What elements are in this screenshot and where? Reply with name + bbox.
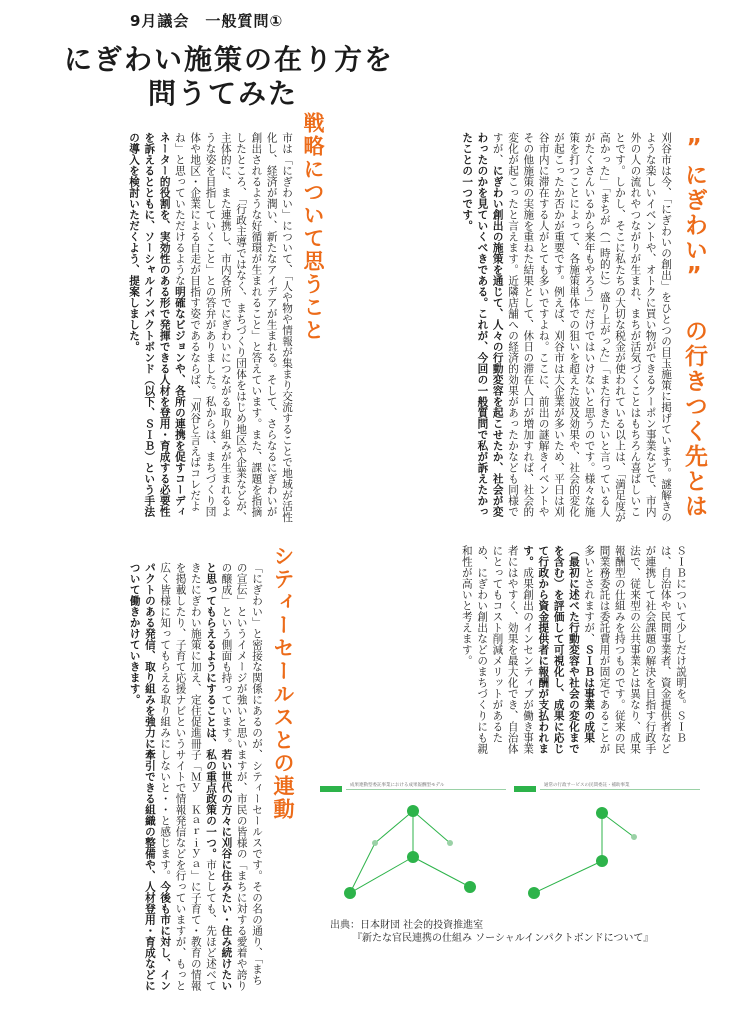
source-credit: 出典：日本財団 社会的投資推進室 [330, 920, 484, 931]
section1-emphasis: にぎわい創出の施策を通じて、人々の行動変容を起こせたか、社会が変わったのかを見ていくべきである。これが、今回の一般質問で私が訴えたかったことの一つです。 [461, 132, 504, 517]
section3-paragraph-a: ＳＩＢについて少しだけ説明を。ＳＩＢは、自治体や民間事業者、資金提供者などが連携して社会課題の解決を目指す行政手法で、従来型の公共事業とは異なり、成果報酬型の仕組みを持つものです。従来の民間業務委託は委託費用が固定であることが多いとされますが、 [583, 545, 687, 754]
section3-body [326, 545, 688, 763]
section4-paragraph1: 「にぎわい」と密接な関係にあるのが、シティーセールスです。その名の通り、「まちの宣伝」というイメージが強いと思いますが、市民の皆様の「まちに対する愛着や誇りの醸成」という側面も持っています。 [220, 562, 263, 991]
sib-diagram-header [320, 783, 506, 797]
page-title-line2: 問うてみた [148, 77, 299, 110]
conventional-diagram-header [514, 783, 700, 797]
section3-paragraph-c: 事業者にはやすく、効果を最大化でき、自治体にとってもコスト削減メリットがあるため、にぎわい創出などのまちづくりにも親和性が高いと考えます。 [460, 545, 535, 754]
sib-diagram-figure [320, 783, 506, 913]
section4-emphasis1: 若い世代の方々に刈谷に住みたい・住み続けたいと思ってもらえるようにすることは、私の重点政策の一つ。 [205, 562, 233, 991]
section-heading-strategy: 戦略について思うこと [301, 112, 325, 342]
conventional-diagram-graphic [514, 797, 700, 913]
section3-paragraph-b: 成果創出のインセンティブが働き [522, 567, 535, 732]
section1-body [461, 132, 673, 524]
section4-paragraph2: 市としても、先ほど述べてきたにぎわい施策に加え、定住促進冊子「Ｍｙ Ｋａｒｉｙａ」に子育て・教育の情報を掲載したり、子育て応援ナビというサイトで情報発信などを行っていますが、もっと広く皆様に知ってもらえる取り組みにしないと・・と感じます。 [159, 562, 218, 991]
conventional-diagram-figure [514, 783, 700, 913]
section2-paragraph: 市は「にぎわい」について、「人や物や情報が集まり交流することで地域が活性化し、経済が潤い、新たなアイデアが生まれる。そして、さらなるにぎわいが創出されるような好循環が生まれること」と答えています。また、課題を指摘したところ、「行政主導ではなく、まちづくり団体をはじめ地区や企業などが、主体的に、また連携し、市内各所でにぎわいにつながる取り組みが生まれるような姿を目指していくこと」との答弁がありました。私からは、まちづくり団体や地区・企業による自走が目指す姿であるならば、「刈谷と言えばコレだよね」と思っていただけるような [173, 132, 293, 523]
page-title-line1: にぎわい施策の在り方を [64, 43, 395, 76]
section-heading-nigiwai: ”にぎわい” の行きつく先とは [681, 135, 707, 519]
section-heading-city-sales: シティーセールスとの連動 [271, 545, 295, 821]
conventional-diagram-caption: 通常の行政サービスの民間委託・補助事業 [544, 783, 630, 788]
source-title: 『新たな官民連携の仕組み ソーシャルインパクトボンドについて』 [352, 933, 654, 944]
section3-emphasis: ＳＩＢは事業の成果（最初に述べた行動変容や社会の変化までを含む）を評価して可視化し、成果に応じて行政から資金提供者に報酬が支払われます。 [522, 545, 596, 754]
section2-body [24, 132, 294, 524]
sib-diagram-caption: 成果連動型委託事業における成果報酬型モデル [350, 783, 445, 788]
header-label: 9月議会 一般質問① [130, 12, 284, 30]
section4-emphasis2: 今後も市に対し、インパクトのある発信、取り組みを強力に牽引できる組織の整備や、人材登用・育成などについて働きかけていきます。 [128, 562, 172, 991]
section2-emphasis: 明確なビジョンや、各所の連携を促すコーディネーター的役割を、実効性のある形で発揮できる人材を登用・育成する必要性を訴えるとともに、ソーシャルインパクトボンド（以下、ＳＩＢ）という手法の導入を検討いただくよう、提案しました。 [128, 132, 186, 517]
sib-diagram-graphic [320, 797, 506, 913]
section1-paragraph: 刈谷市は今、「にぎわいの創出」をひとつの目玉施策に掲げています。謎解きのような楽しいイベントや、オトクに買い物ができるクーポン事業などで、市内外の人の流れやつながりが生まれ、まちが活気づくことはもちろん喜ばしいことです。しかし、そこに私たちの大切な税金が使われている以上は、「満足度が高かった」「まちが（一時的に）盛り上がった」「また行きたいと言っている人がたくさんいるから来年もやろう」だけではいけないと思うのです。様々な施策を打つことによって、各施策単体での狙いを超えた波及効果や、社会的変化が起こったか否かが重要です。例えば、刈谷市は大企業が多いため、平日は刈谷市内に滞在する人がとても多いですよね。ここに、前出の謎解きイベントやその他施策の実施を重ねた結果として、休日の滞在人口が増加すれば、社会的変化が起こったと言えます。近隣店舗への経済的効果があったかなども同様ですが、 [491, 132, 672, 523]
section4-body [24, 562, 264, 992]
